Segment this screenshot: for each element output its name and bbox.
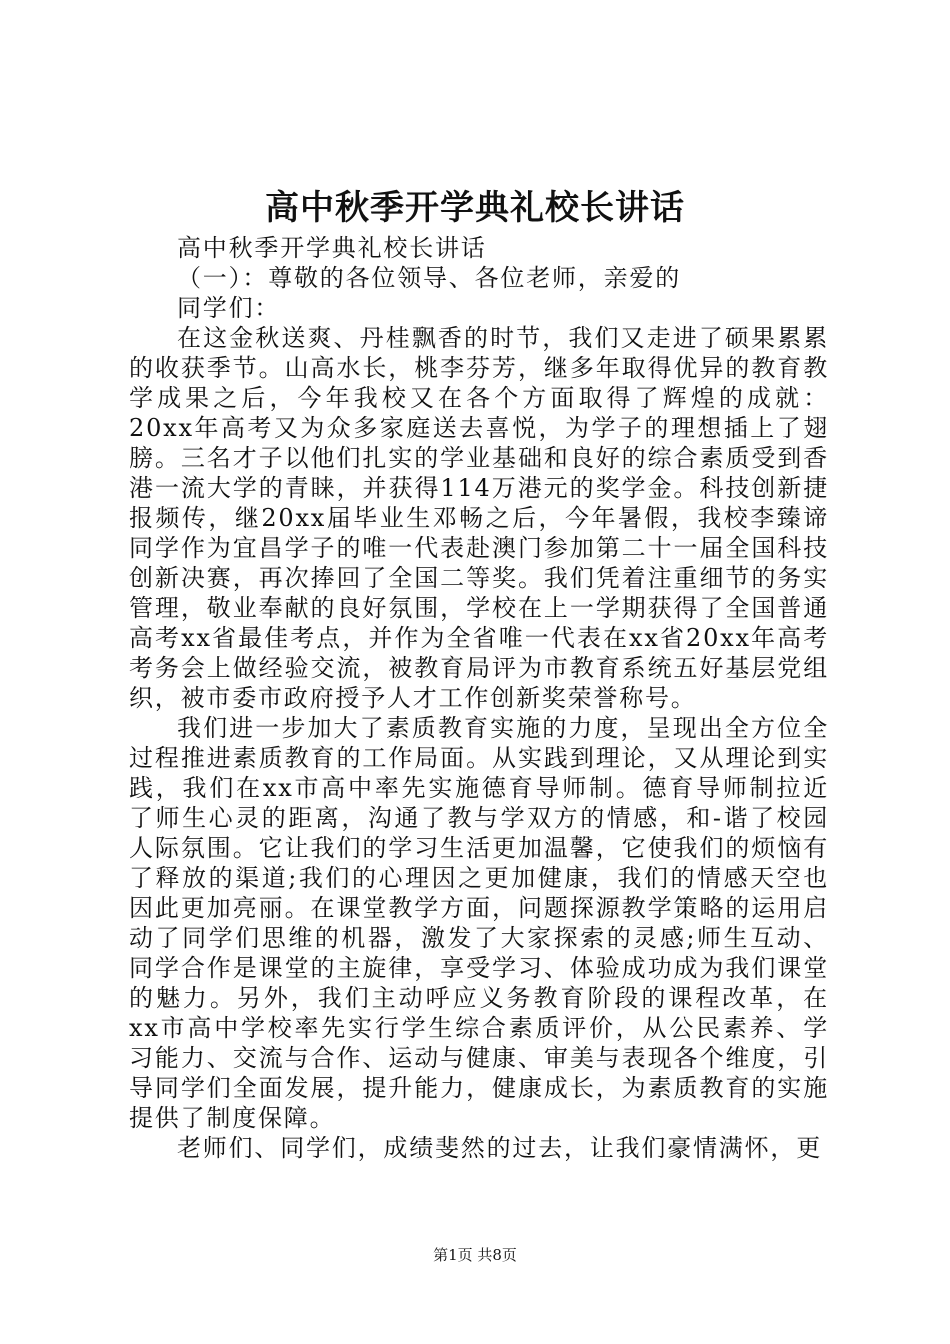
paragraph-greeting-end: 同学们： [177,294,281,322]
paragraph-quality-education: 我们进一步加大了素质教育实施的力度，呈现出全方位全过程推进素质教育的工作局面。从实践到理论，又从理论到实践，我们在xx市高中率先实施德育导师制。德育导师制拉近了师生心灵的距离，沟通了教与学双方的情感，和-谐了校园人际氛围。它让我们的学习生活更加温馨，它使我们的烦恼有了释放的渠道;我们的心理因之更加健康，我们的情感天空也因此更加亮丽。在课堂教学方面，问题探源教学策略的运用启动了同学们思维的机器，激发了大家探索的灵感;师生互动、同学合作是课堂的主旋律，享受学习、体验成功成为我们课堂的魅力。另外，我们主动呼应义务教育阶段的课程改革，在xx市高中学校率先实行学生综合素质评价，从公民素养、学习能力、交流与合作、运动与健康、审美与表现各个维度，引导同学们全面发展，提升能力，健康成长，为素质教育的实施提供了制度保障。 [129,714,829,1132]
page-footer: 第1页 共8页 [433,1246,517,1264]
paragraph-greeting: （一）：尊敬的各位领导、各位老师，亲爱的 [177,264,681,292]
document-title: 高中秋季开学典礼校长讲话 [265,188,685,228]
paragraph-closing-start: 老师们、同学们，成绩斐然的过去，让我们豪情满怀，更 [177,1134,822,1162]
paragraph-achievements: 在这金秋送爽、丹桂飘香的时节，我们又走进了硕果累累的收获季节。山高水长，桃李芬芳，继多年取得优异的教育教学成果之后，今年我校又在各个方面取得了辉煌的成就：20xx年高考又为众多家庭送去喜悦，为学子的理想插上了翅膀。三名才子以他们扎实的学业基础和良好的综合素质受到香港一流大学的青睐，并获得114万港元的奖学金。科技创新捷报频传，继20xx届毕业生邓畅之后，今年暑假，我校李臻谛同学作为宜昌学子的唯一代表赴澳门参加第二十一届全国科技创新决赛，再次捧回了全国二等奖。我们凭着注重细节的务实管理，敬业奉献的良好氛围，学校在上一学期获得了全国普通高考xx省最佳考点，并作为全省唯一代表在xx省20xx年高考考务会上做经验交流，被教育局评为市教育系统五好基层党组织，被市委市政府授予人才工作创新奖荣誉称号。 [129,324,829,712]
paragraph-subtitle: 高中秋季开学典礼校长讲话 [177,234,487,262]
document-body [129,233,829,1163]
